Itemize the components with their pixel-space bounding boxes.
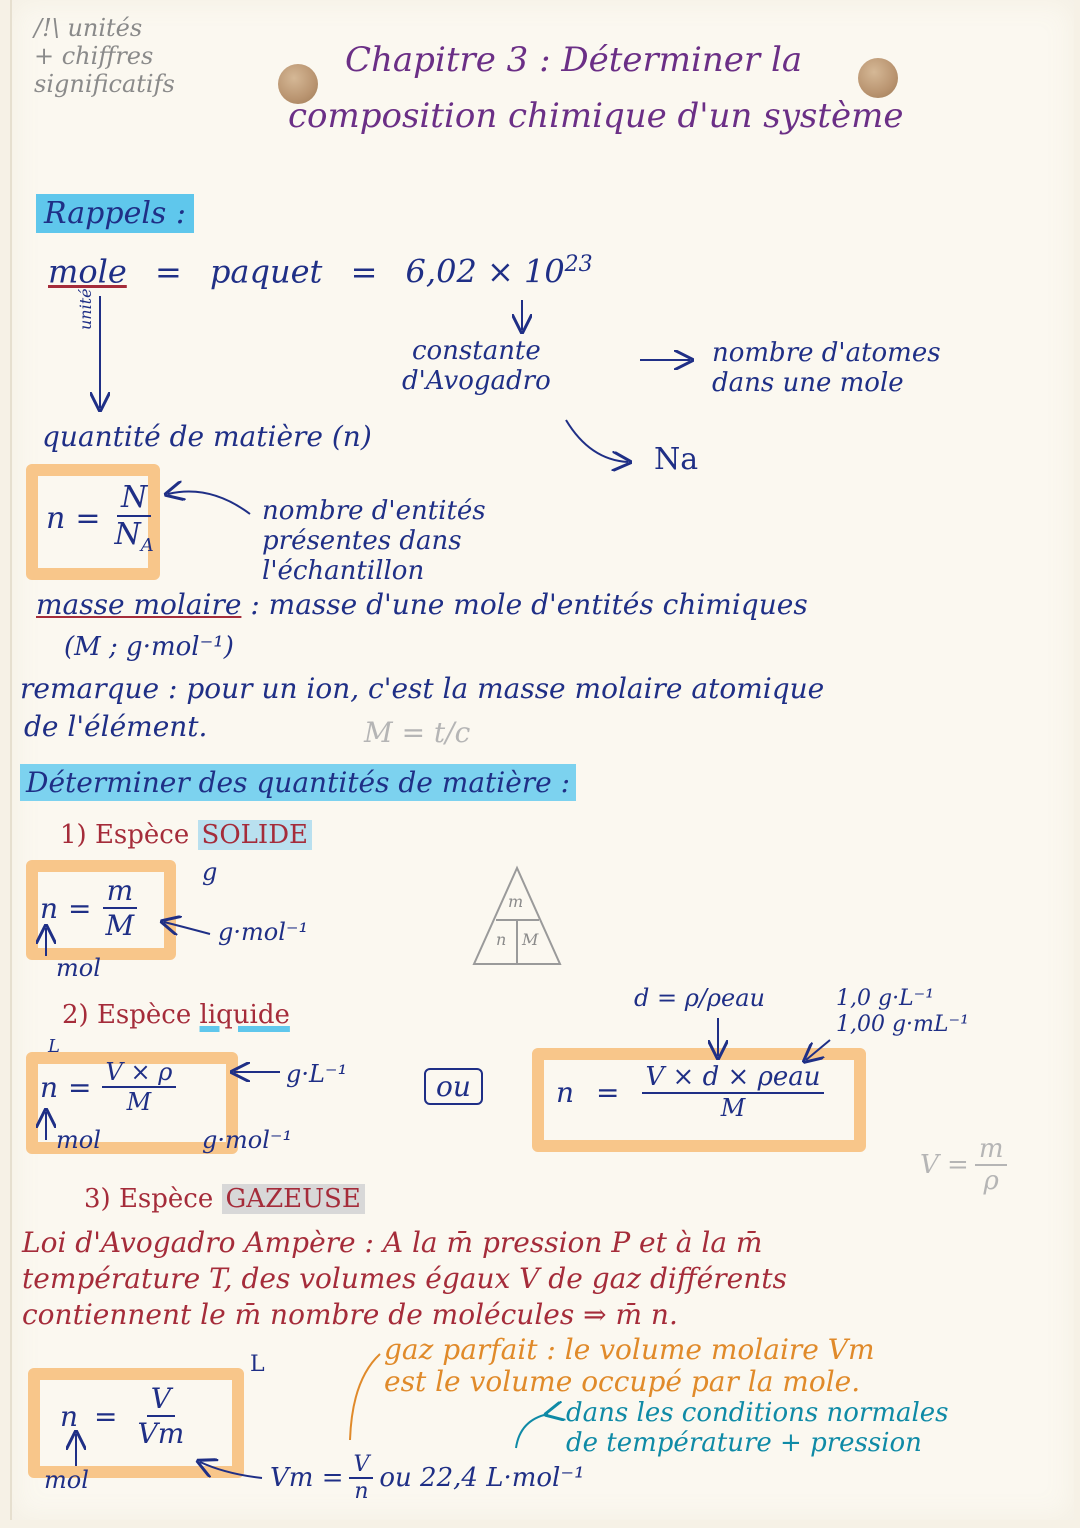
fraction-numerator: V × ρ <box>102 1058 177 1088</box>
na-label: Na <box>654 442 699 477</box>
triangle-M: M <box>522 930 539 949</box>
unite-label: unité <box>76 288 95 330</box>
formula-n: n <box>60 1399 79 1433</box>
ou-box: ou <box>424 1068 483 1105</box>
entites-arrow <box>168 492 250 515</box>
equals: = <box>154 252 182 291</box>
formula-eq: = <box>68 891 92 925</box>
quantite-label: quantité de matière (n) <box>42 420 372 453</box>
unit-mol: mol <box>56 954 101 982</box>
m-equation-note: M = t/c <box>364 716 471 749</box>
gaz-parfait-line: gaz parfait : le volume molaire Vm <box>384 1333 875 1366</box>
g-mol-arrow <box>164 922 210 934</box>
vm-lhs: Vm = <box>270 1463 344 1493</box>
triangle-m: m <box>508 892 524 911</box>
conditions-line: dans les conditions normales <box>566 1398 949 1428</box>
unit-mol: mol <box>44 1466 89 1494</box>
formula-n: n <box>46 500 66 536</box>
formula-n: n <box>40 1070 59 1104</box>
masse-molaire-text: : masse d'une mole d'entités chimiques <box>250 588 808 621</box>
gazeuse-word: GAZEUSE <box>222 1184 365 1214</box>
fraction-numerator: N <box>117 480 151 517</box>
solide-prefix: 1) Espèce <box>60 820 190 850</box>
formula-eq: = <box>94 1399 118 1433</box>
entites-line: présentes dans <box>262 526 462 556</box>
unit-mol: mol <box>56 1126 101 1154</box>
formula-n: n <box>556 1075 575 1109</box>
fraction-denominator: Vm <box>137 1417 185 1450</box>
quantites-heading: Déterminer des quantités de matière : <box>20 764 576 801</box>
fraction-denominator: M <box>720 1094 746 1122</box>
constante-line: constante <box>411 336 541 366</box>
nombre-line: nombre d'atomes <box>712 338 941 368</box>
masse-molaire-term: masse molaire <box>36 588 242 621</box>
margin-note-line: + chiffres <box>34 42 154 70</box>
unit-L: L <box>48 1036 60 1057</box>
paquet-word: paquet <box>209 252 323 291</box>
solide-word: SOLIDE <box>198 820 313 850</box>
v-lhs: V = <box>920 1150 969 1180</box>
triangle-n: n <box>496 930 507 949</box>
loi-line-2: température T, des volumes égaux V de gaz différents <box>22 1262 787 1295</box>
masse-molaire-unit: (M ; g·mol⁻¹) <box>64 632 234 662</box>
loi-line-3: contiennent le m̄ nombre de molécules ⇒ m̄ n. <box>22 1298 678 1331</box>
conditions-arrow <box>516 1414 548 1448</box>
mole-word: mole <box>48 252 127 291</box>
liquide-word: liquide <box>199 1000 290 1030</box>
page-title-line-1: Chapitre 3 : Déterminer la <box>345 40 803 80</box>
na-arrow <box>566 420 628 462</box>
na-subscript: A <box>140 535 154 556</box>
na-symbol: N <box>114 517 141 552</box>
rho-line: 1,00 g·mL⁻¹ <box>836 1012 969 1037</box>
gaz-parfait-line: est le volume occupé par la mole. <box>384 1365 861 1398</box>
equals: = <box>350 252 378 291</box>
fraction-numerator: V <box>349 1452 373 1479</box>
formula-n: n <box>40 891 59 925</box>
fraction-numerator: m <box>103 874 138 909</box>
avogadro-value: 6,02 × 10 <box>405 252 565 291</box>
unit-g-mol: g·mol⁻¹ <box>202 1126 293 1154</box>
margin-note-line: /!\ unités <box>34 14 143 42</box>
formula-eq: = <box>68 1070 92 1104</box>
loi-line-1: Loi d'Avogadro Ampère : A la m̄ pression P et à la m̄ <box>22 1226 763 1259</box>
conditions-line: de température + pression <box>566 1428 922 1458</box>
constante-line: d'Avogadro <box>402 366 551 396</box>
unit-L: L <box>250 1352 265 1377</box>
nombre-line: dans une mole <box>712 368 904 398</box>
fraction-numerator: V <box>147 1382 175 1417</box>
liquide-prefix: 2) Espèce <box>62 1000 192 1030</box>
fraction-denominator: M <box>105 909 135 942</box>
vm-arrow <box>200 1462 262 1478</box>
unit-g: g <box>202 858 218 886</box>
unit-g-L: g·L⁻¹ <box>286 1060 348 1088</box>
fraction-denominator: ρ <box>983 1166 999 1196</box>
rappels-heading: Rappels : <box>36 194 194 233</box>
rho-down-arrow <box>806 1040 830 1060</box>
page-title-line-2: composition chimique d'un système <box>288 96 904 136</box>
formula-eq: = <box>596 1075 620 1109</box>
formula-eq: = <box>75 500 101 536</box>
vm-rhs: ou 22,4 L·mol⁻¹ <box>379 1463 585 1493</box>
fraction-numerator: V × d × ρeau <box>642 1062 825 1094</box>
fraction-denominator: M <box>126 1088 152 1116</box>
fraction-numerator: m <box>975 1134 1008 1166</box>
remarque-line-1: remarque : pour un ion, c'est la masse molaire atomique <box>20 672 825 705</box>
margin-note-line: significatifs <box>34 70 175 98</box>
avogadro-exponent: 23 <box>564 252 593 277</box>
entites-line: nombre d'entités <box>262 496 486 526</box>
gaz-bracket <box>350 1354 380 1440</box>
unit-g-mol: g·mol⁻¹ <box>218 918 309 946</box>
gazeuse-prefix: 3) Espèce <box>84 1184 214 1214</box>
rho-line: 1,0 g·L⁻¹ <box>836 986 935 1011</box>
d-definition: d = ρ/ρeau <box>634 984 766 1012</box>
entites-line: l'échantillon <box>262 556 425 586</box>
remarque-line-2: de l'élément. <box>24 710 208 743</box>
fraction-denominator: n <box>354 1479 369 1504</box>
